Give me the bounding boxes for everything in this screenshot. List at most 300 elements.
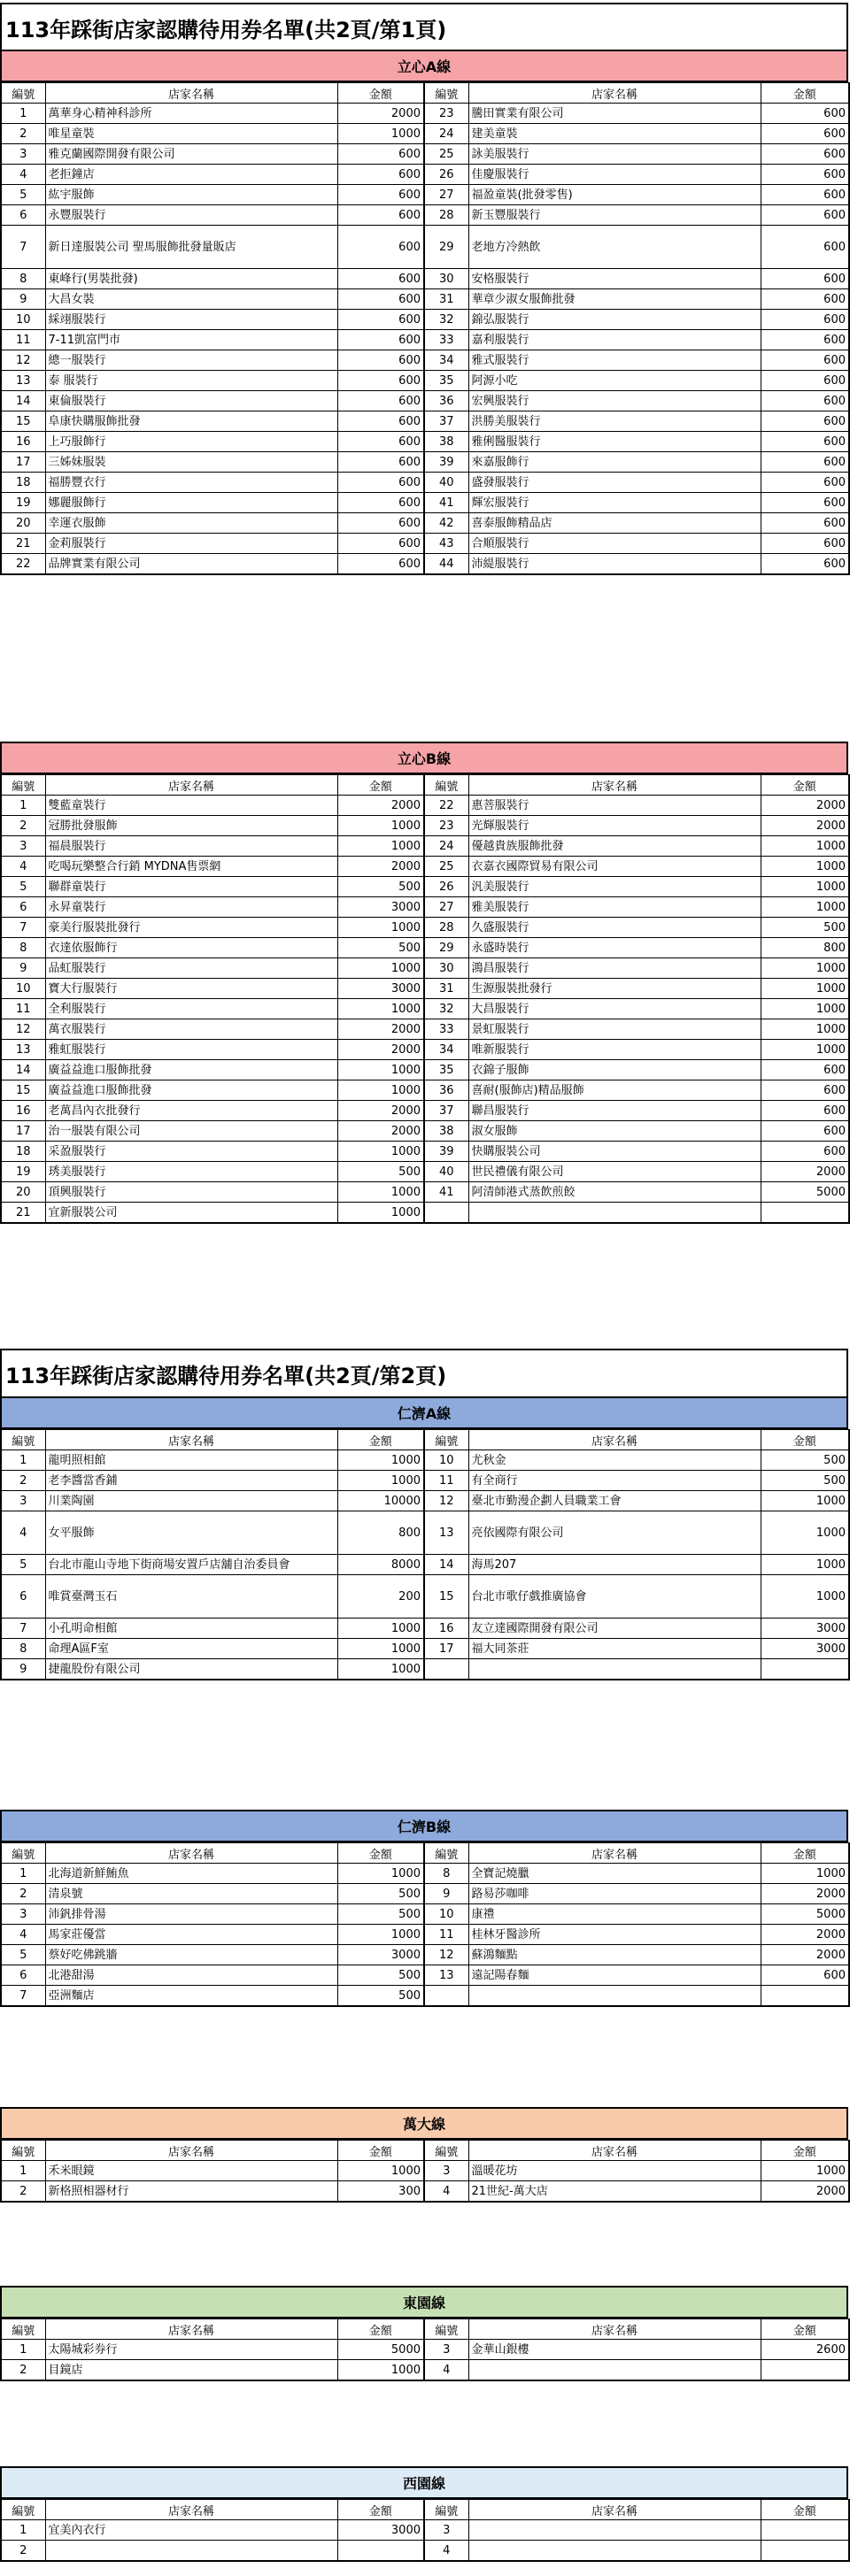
shop-amount: 2000 <box>337 796 424 816</box>
shop-number: 7 <box>1 1986 45 2007</box>
shop-name <box>45 1203 337 1224</box>
name-header: 店家名稱 <box>468 2500 761 2520</box>
no-header: 編號 <box>1 775 45 796</box>
shop-name <box>468 2340 761 2360</box>
shop-amount: 1000 <box>337 1925 424 1945</box>
shop-name-text: 唯新服裝行 <box>471 1042 529 1057</box>
shop-number: 5 <box>1 185 45 205</box>
shop-number: 12 <box>1 350 45 371</box>
shop-name-text: 娜麗服飾行 <box>48 496 106 510</box>
shop-amount: 600 <box>337 411 424 432</box>
shop-number: 7 <box>1 918 45 938</box>
shop-amount: 600 <box>761 205 849 226</box>
shop-name-text: 溫暖花坊 <box>471 2164 518 2178</box>
shop-number: 11 <box>1 330 45 350</box>
shop-table <box>0 1429 850 1680</box>
no-header: 編號 <box>424 1843 468 1864</box>
amount-header: 金額 <box>337 2141 424 2161</box>
shop-number: 6 <box>1 205 45 226</box>
table-row <box>1 857 849 877</box>
shop-name <box>468 411 761 432</box>
shop-amount: 600 <box>337 144 424 165</box>
shop-amount: 1000 <box>337 836 424 857</box>
no-header: 編號 <box>1 2141 45 2161</box>
shop-name-text: 目鏡店 <box>48 2363 83 2377</box>
shop-name <box>45 513 337 534</box>
shop-number: 26 <box>424 877 468 897</box>
shop-number: 9 <box>1 289 45 310</box>
shop-number: 2 <box>1 2541 45 2562</box>
shop-amount: 600 <box>761 473 849 493</box>
shop-name-text: 福大同茶莊 <box>471 1642 529 1656</box>
shop-number: 37 <box>424 411 468 432</box>
table-row <box>1 1080 849 1101</box>
section <box>0 1396 848 1680</box>
shop-amount: 800 <box>761 938 849 958</box>
no-header: 編號 <box>424 83 468 104</box>
table-row <box>1 185 849 205</box>
shop-name <box>45 979 337 999</box>
shop-amount: 1000 <box>337 1471 424 1491</box>
shop-name-text: 全利服裝行 <box>48 1002 106 1016</box>
shop-amount: 2000 <box>761 1162 849 1182</box>
table-row <box>1 452 849 473</box>
shop-number: 2 <box>1 124 45 144</box>
shop-name-text: 世民禮儀有限公司 <box>471 1165 564 1179</box>
shop-amount: 2600 <box>761 2340 849 2360</box>
shop-amount: 2000 <box>337 1040 424 1060</box>
shop-number: 39 <box>424 1142 468 1162</box>
shop-name <box>468 124 761 144</box>
table-row <box>1 432 849 452</box>
shop-name-text: 宜美內衣行 <box>48 2523 106 2537</box>
shop-number: 24 <box>424 124 468 144</box>
table-row <box>1 534 849 554</box>
name-header: 店家名稱 <box>45 1430 337 1450</box>
shop-number: 32 <box>424 999 468 1019</box>
shop-name-text: 台北市歌仔戲推廣協會 <box>471 1589 587 1603</box>
shop-name <box>45 473 337 493</box>
shop-amount: 5000 <box>761 1904 849 1925</box>
shop-name-text: 琇美服裝行 <box>48 1165 106 1179</box>
shop-number: 43 <box>424 534 468 554</box>
table-row <box>1 1864 849 1884</box>
shop-number: 6 <box>1 897 45 918</box>
shop-name <box>468 452 761 473</box>
shop-name-text: 大昌服裝行 <box>471 1002 529 1016</box>
shop-name-text: 優越貴族服飾批發 <box>471 839 564 853</box>
shop-number: 5 <box>1 877 45 897</box>
shop-name-text: 海馬207 <box>471 1557 517 1572</box>
shop-name-text: 女平服飾 <box>48 1526 95 1540</box>
table-row <box>1 104 849 124</box>
shop-name-text: 吃喝玩樂整合行銷 MYDNA售票網 <box>48 859 221 873</box>
shop-amount: 600 <box>761 493 849 513</box>
no-header: 編號 <box>1 2319 45 2340</box>
shop-name-text: 沛緹服裝行 <box>471 557 529 571</box>
shop-name <box>468 836 761 857</box>
shop-number: 40 <box>424 1162 468 1182</box>
shop-name <box>45 1450 337 1471</box>
shop-amount: 2000 <box>761 1884 849 1904</box>
no-header: 編號 <box>424 2141 468 2161</box>
no-header: 編號 <box>424 2500 468 2520</box>
table-row <box>1 1450 849 1471</box>
shop-number: 4 <box>424 2360 468 2381</box>
shop-name <box>468 1060 761 1080</box>
shop-name-text: 快購服裝公司 <box>471 1144 541 1158</box>
shop-name-text: 詠美服裝行 <box>471 147 529 161</box>
shop-name <box>45 104 337 124</box>
shop-number: 35 <box>424 371 468 391</box>
shop-amount: 600 <box>761 1060 849 1080</box>
shop-number: 8 <box>1 269 45 289</box>
shop-name-text: 蔡好吃佛跳牆 <box>48 1948 118 1962</box>
shop-amount: 1000 <box>337 1182 424 1203</box>
shop-number: 4 <box>424 2541 468 2562</box>
table-row <box>1 1619 849 1639</box>
shop-name <box>45 2520 337 2541</box>
shop-name-text: 阿清師港式蒸飲煎餃 <box>471 1185 576 1199</box>
shop-name-text: 采盈服裝行 <box>48 1144 106 1158</box>
page-title: 113年踩街店家認購待用券名單(共2頁/第2頁) <box>0 1349 848 1396</box>
table-row <box>1 1182 849 1203</box>
shop-number: 4 <box>1 1511 45 1555</box>
shop-name <box>45 185 337 205</box>
shop-name <box>45 1904 337 1925</box>
shop-amount: 5000 <box>337 2340 424 2360</box>
header-row <box>1 2319 849 2340</box>
shop-name-text: 21世紀-萬大店 <box>471 2184 548 2198</box>
amount-header: 金額 <box>337 2319 424 2340</box>
shop-name-text: 豪美行服裝批發行 <box>48 920 141 934</box>
shop-amount: 1000 <box>337 999 424 1019</box>
shop-name <box>45 1080 337 1101</box>
shop-amount: 500 <box>337 1986 424 2007</box>
shop-name-text: 宜新服裝公司 <box>48 1205 118 1219</box>
shop-number: 13 <box>1 371 45 391</box>
shop-name-text: 總一服裝行 <box>48 353 106 367</box>
shop-amount: 2000 <box>761 1925 849 1945</box>
shop-amount: 600 <box>337 554 424 575</box>
shop-number: 14 <box>1 1060 45 1080</box>
shop-amount: 2000 <box>761 2181 849 2203</box>
header-row <box>1 775 849 796</box>
table-row <box>1 816 849 836</box>
no-header: 編號 <box>424 1430 468 1450</box>
shop-name-text: 萬衣服裝行 <box>48 1022 106 1036</box>
table-row <box>1 1040 849 1060</box>
shop-number: 13 <box>424 1965 468 1986</box>
shop-amount: 600 <box>337 330 424 350</box>
shop-name-text: 洪勝美服裝行 <box>471 414 541 428</box>
table-row <box>1 1121 849 1142</box>
shop-name-text: 雅美服裝行 <box>471 900 529 914</box>
shop-name <box>468 269 761 289</box>
shop-name <box>45 1884 337 1904</box>
shop-amount: 600 <box>761 185 849 205</box>
table-row <box>1 1659 849 1680</box>
shop-name <box>45 350 337 371</box>
shop-name <box>468 1925 761 1945</box>
shop-amount: 1000 <box>761 1019 849 1040</box>
shop-number: 26 <box>424 165 468 185</box>
shop-number: 38 <box>424 1121 468 1142</box>
shop-number: 10 <box>424 1450 468 1471</box>
shop-name <box>468 185 761 205</box>
table-row <box>1 1511 849 1555</box>
shop-name-text: 淑女服飾 <box>471 1124 518 1138</box>
shop-number: 14 <box>424 1555 468 1575</box>
table-row <box>1 2360 849 2381</box>
shop-amount: 2000 <box>337 1019 424 1040</box>
shop-amount: 1000 <box>337 1142 424 1162</box>
shop-amount: 600 <box>337 432 424 452</box>
shop-name-text: 新日達服裝公司 聖馬服飾批發量販店 <box>48 240 236 254</box>
shop-name-text: 衣嘉衣國際貿易有限公司 <box>471 859 599 873</box>
shop-amount: 500 <box>337 1965 424 1986</box>
shop-name-text: 新格照相器材行 <box>48 2184 129 2198</box>
table-row <box>1 1019 849 1040</box>
table-row <box>1 330 849 350</box>
name-header: 店家名稱 <box>468 83 761 104</box>
shop-name-text: 老李醬當香鋪 <box>48 1473 118 1488</box>
shop-number: 29 <box>424 226 468 269</box>
shop-name-text: 蘇鴻麵點 <box>471 1948 518 1962</box>
shop-amount: 2000 <box>337 1121 424 1142</box>
shop-name <box>468 391 761 411</box>
shop-name-text: 治一服裝有限公司 <box>48 1124 141 1138</box>
shop-number: 19 <box>1 493 45 513</box>
shop-name <box>468 1040 761 1060</box>
shop-name <box>468 1986 761 2007</box>
shop-name <box>45 432 337 452</box>
shop-name <box>45 205 337 226</box>
shop-number: 31 <box>424 979 468 999</box>
table-row <box>1 1965 849 1986</box>
table-row <box>1 1101 849 1121</box>
shop-name <box>45 958 337 979</box>
shop-amount: 1000 <box>337 1619 424 1639</box>
shop-name-text: 路易莎咖啡 <box>471 1887 529 1901</box>
shop-name <box>45 1575 337 1619</box>
shop-name <box>468 1555 761 1575</box>
shop-name-text: 桂林牙醫診所 <box>471 1927 541 1942</box>
shop-number: 28 <box>424 918 468 938</box>
shop-name <box>45 1182 337 1203</box>
shop-number: 36 <box>424 1080 468 1101</box>
shop-name <box>468 1471 761 1491</box>
name-header: 店家名稱 <box>45 2141 337 2161</box>
shop-name-text: 雅俐醫服裝行 <box>471 434 541 449</box>
shop-name <box>468 877 761 897</box>
shop-amount: 1000 <box>337 1203 424 1224</box>
shop-name <box>45 1555 337 1575</box>
shop-name <box>468 1162 761 1182</box>
shop-number: 2 <box>1 2360 45 2381</box>
shop-number: 3 <box>1 836 45 857</box>
shop-name <box>468 1575 761 1619</box>
shop-name <box>468 979 761 999</box>
shop-name <box>468 226 761 269</box>
section <box>0 1810 848 2007</box>
table-row <box>1 371 849 391</box>
shop-number: 9 <box>1 1659 45 1680</box>
shop-name <box>45 2181 337 2203</box>
shop-number <box>424 1659 468 1680</box>
shop-name-text: 雅式服裝行 <box>471 353 529 367</box>
shop-number: 33 <box>424 330 468 350</box>
amount-header: 金額 <box>337 2500 424 2520</box>
name-header: 店家名稱 <box>468 1843 761 1864</box>
shop-table <box>0 82 850 575</box>
shop-table <box>0 1842 850 2007</box>
shop-name-text: 東峰行(男裝批發) <box>48 272 138 286</box>
shop-number: 35 <box>424 1060 468 1080</box>
shop-name <box>468 350 761 371</box>
shop-name <box>45 1019 337 1040</box>
shop-name-text: 新玉豐服裝行 <box>471 208 541 222</box>
shop-number: 2 <box>1 2181 45 2203</box>
shop-name-text: 來嘉服飾行 <box>471 455 529 469</box>
shop-number: 1 <box>1 104 45 124</box>
shop-number: 17 <box>1 452 45 473</box>
amount-header: 金額 <box>761 775 849 796</box>
shop-amount: 500 <box>761 918 849 938</box>
shop-name <box>468 1203 761 1224</box>
table-row <box>1 938 849 958</box>
amount-header: 金額 <box>761 2500 849 2520</box>
table-row <box>1 205 849 226</box>
shop-number: 6 <box>1 1965 45 1986</box>
shop-name <box>468 1884 761 1904</box>
shop-name-text: 雅虹服裝行 <box>48 1042 106 1057</box>
shop-name-text: 唯賞臺灣玉石 <box>48 1589 118 1603</box>
shop-name-text: 幸運衣服飾 <box>48 516 106 530</box>
shop-name-text: 捷龍股份有限公司 <box>48 1662 141 1676</box>
shop-number: 20 <box>1 1182 45 1203</box>
shop-name-text: 喜泰服飾精品店 <box>471 516 552 530</box>
shop-name-text: 佳慶服裝行 <box>471 167 529 181</box>
section <box>0 50 848 575</box>
table-row <box>1 310 849 330</box>
shop-amount: 1000 <box>761 877 849 897</box>
header-row <box>1 2500 849 2520</box>
shop-number: 6 <box>1 1575 45 1619</box>
shop-amount: 1000 <box>761 1864 849 1884</box>
shop-name <box>45 411 337 432</box>
shop-amount: 500 <box>761 1471 849 1491</box>
shop-name-text: 喜耐(服飾店)精品服飾 <box>471 1083 584 1097</box>
shop-name <box>468 554 761 575</box>
shop-name <box>468 816 761 836</box>
shop-name <box>45 836 337 857</box>
name-header: 店家名稱 <box>45 1843 337 1864</box>
shop-amount: 1000 <box>761 1575 849 1619</box>
table-row <box>1 958 849 979</box>
shop-number: 8 <box>1 1639 45 1659</box>
shop-name-text: 亮依國際有限公司 <box>471 1526 564 1540</box>
header-row <box>1 1430 849 1450</box>
shop-number: 3 <box>424 2340 468 2360</box>
table-row <box>1 473 849 493</box>
shop-amount: 600 <box>761 124 849 144</box>
shop-number: 10 <box>1 979 45 999</box>
table-row <box>1 1142 849 1162</box>
shop-name-text: 阿源小吃 <box>471 373 518 388</box>
shop-name-text: 上巧服飾行 <box>48 434 106 449</box>
shop-amount: 2000 <box>761 816 849 836</box>
shop-amount: 1000 <box>337 1639 424 1659</box>
shop-amount: 10000 <box>337 1491 424 1511</box>
shop-amount: 600 <box>761 432 849 452</box>
shop-name-text: 泰 服裝行 <box>48 373 98 388</box>
shop-name <box>468 473 761 493</box>
shop-name <box>468 534 761 554</box>
shop-name-text: 頂興服裝行 <box>48 1185 106 1199</box>
shop-name <box>468 1080 761 1101</box>
shop-amount: 600 <box>761 310 849 330</box>
shop-amount: 3000 <box>761 1639 849 1659</box>
shop-name <box>45 2340 337 2360</box>
shop-name <box>468 958 761 979</box>
shop-number: 21 <box>1 1203 45 1224</box>
shop-name-text: 廣益益進口服飾批發 <box>48 1063 152 1077</box>
shop-name <box>468 1491 761 1511</box>
shop-name-text: 北海道新鮮鮪魚 <box>48 1866 129 1880</box>
shop-name <box>468 144 761 165</box>
shop-name-text: 金莉服裝行 <box>48 536 106 550</box>
no-header: 編號 <box>1 2500 45 2520</box>
shop-name-text: 台北市龍山寺地下街商場安置戶店舖自治委員會 <box>48 1557 290 1572</box>
shop-name <box>45 897 337 918</box>
shop-name <box>45 330 337 350</box>
shop-name-text: 永昇童裝行 <box>48 900 106 914</box>
shop-amount: 1000 <box>761 1555 849 1575</box>
shop-name-text: 康禮 <box>471 1907 495 1921</box>
shop-amount: 200 <box>337 1575 424 1619</box>
shop-amount: 600 <box>761 1965 849 1986</box>
shop-name <box>468 897 761 918</box>
shop-name <box>468 1945 761 1965</box>
section-banner: 東園線 <box>0 2286 848 2318</box>
shop-name-text: 阜康快購服飾批發 <box>48 414 141 428</box>
shop-number: 3 <box>1 1491 45 1511</box>
shop-amount: 1000 <box>337 2360 424 2381</box>
shop-amount: 600 <box>761 104 849 124</box>
amount-header: 金額 <box>337 1843 424 1864</box>
section <box>0 2107 848 2203</box>
shop-number: 10 <box>1 310 45 330</box>
shop-amount: 1000 <box>761 2161 849 2181</box>
table-row <box>1 226 849 269</box>
shop-name <box>45 1511 337 1555</box>
shop-amount: 500 <box>337 938 424 958</box>
shop-amount: 600 <box>761 371 849 391</box>
shop-amount: 600 <box>337 513 424 534</box>
shop-name-text: 盛發服裝行 <box>471 475 529 489</box>
shop-name-text: 寶大行服裝行 <box>48 981 118 996</box>
shop-amount: 600 <box>337 185 424 205</box>
page-title: 113年踩街店家認購待用券名單(共2頁/第1頁) <box>0 3 848 50</box>
shop-name <box>45 289 337 310</box>
shop-name-text: 品虹服裝行 <box>48 961 106 975</box>
shop-name <box>468 1904 761 1925</box>
section-banner: 仁濟B線 <box>0 1810 848 1842</box>
table-row <box>1 918 849 938</box>
shop-amount: 1000 <box>761 836 849 857</box>
shop-amount: 2000 <box>337 104 424 124</box>
